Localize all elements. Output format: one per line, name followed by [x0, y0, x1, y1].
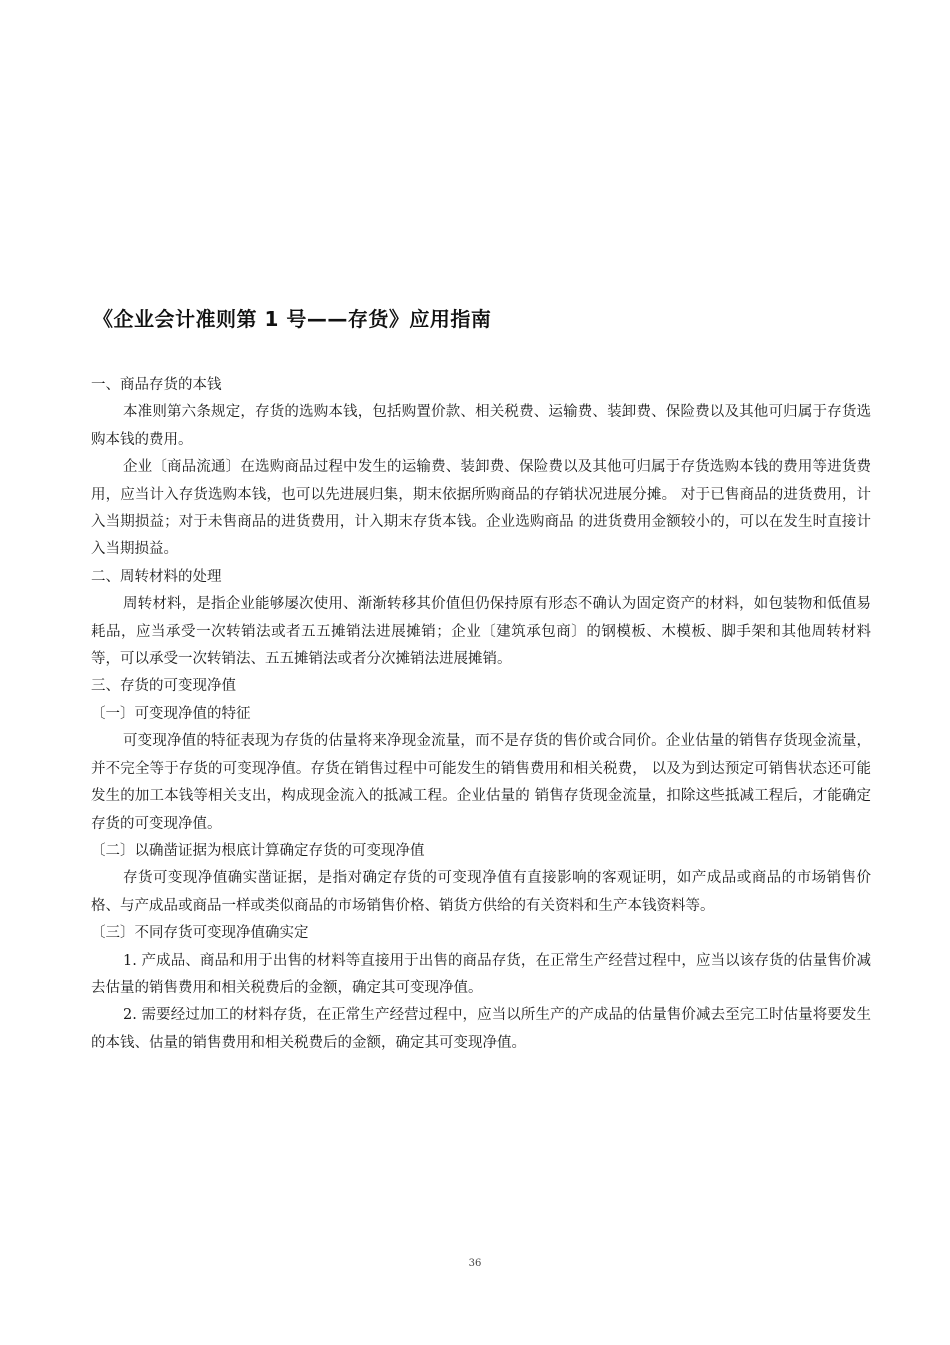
paragraph: 存货可变现净值确实凿证据，是指对确定存货的可变现净值有直接影响的客观证明，如产成品或商品的市场销售价格、与产成品或商品一样或类似商品的市场销售价格、销货方供给的有关资料和生产本钱资料等。 — [91, 870, 871, 914]
paragraph: 周转材料，是指企业能够屡次使用、渐渐转移其价值但仍保持原有形态不确认为固定资产的材料，如包装物和低值易耗品，应当承受一次转销法或者五五摊销法进展摊销；企业〔建筑承包商〕的钢模板、木模板、脚手架和其他周转材料等，可以承受一次转销法、五五摊销法或者分次摊销法进展摊销。 — [91, 596, 871, 668]
paragraph: 企业〔商品流通〕在选购商品过程中发生的运输费、装卸费、保险费以及其他可归属于存货选购本钱的费用等进货费用，应当计入存货选购本钱，也可以先进展归集，期末依据所购商品的存销状况进展分摊。 对于已售商品的进货费用，计入当期损益；对于未售商品的进货费用，计入期末存货本钱。企业选购商品 的进货费用金额较小的，可以在发生时直接计入当期损益。 — [91, 459, 871, 558]
paragraph: 1. 产成品、商品和用于出售的材料等直接用于出售的商品存货，在正常生产经营过程中，应当以该存货的估量售价减去估量的销售费用和相关税费后的金额，确定其可变现净值。 — [91, 952, 871, 996]
subsection-heading-determination: 〔三〕不同存货可变现净值确实定 — [91, 925, 309, 942]
section-heading-cost: 一、商品存货的本钱 — [91, 377, 222, 393]
page-number: 36 — [468, 1258, 482, 1269]
section-heading-net-realizable-value: 三、存货的可变现净值 — [91, 678, 236, 695]
paragraph: 2. 需要经过加工的材料存货，在正常生产经营过程中，应当以所生产的产成品的估量售价减去至完工时估量将要发生的本钱、估量的销售费用和相关税费后的金额，确定其可变现净值。 — [91, 1007, 871, 1051]
section-heading-turnover-materials: 二、周转材料的处理 — [91, 568, 222, 585]
document-body — [91, 372, 871, 1057]
paragraph: 本准则第六条规定，存货的选购本钱，包括购置价款、相关税费、运输费、装卸费、保险费以及其他可归属于存货选购本钱的费用。 — [91, 404, 871, 448]
page-title: 《企业会计准则第 1 号——存货》应用指南 — [93, 307, 492, 331]
paragraph: 可变现净值的特征表现为存货的估量将来净现金流量，而不是存货的售价或合同价。企业估量的销售存货现金流量，并不完全等于存货的可变现净值。存货在销售过程中可能发生的销售费用和相关税费， 以及为到达预定可销售状态还可能发生的加工本钱等相关支出，构成现金流入的抵减工程。企业估量的 销售存货现金流量，扣除这些抵减工程后，才能确定存货的可变现净值。 — [91, 733, 871, 832]
subsection-heading-characteristics: 〔一〕可变现净值的特征 — [91, 705, 251, 722]
subsection-heading-evidence: 〔二〕以确凿证据为根底计算确定存货的可变现净值 — [91, 842, 425, 859]
